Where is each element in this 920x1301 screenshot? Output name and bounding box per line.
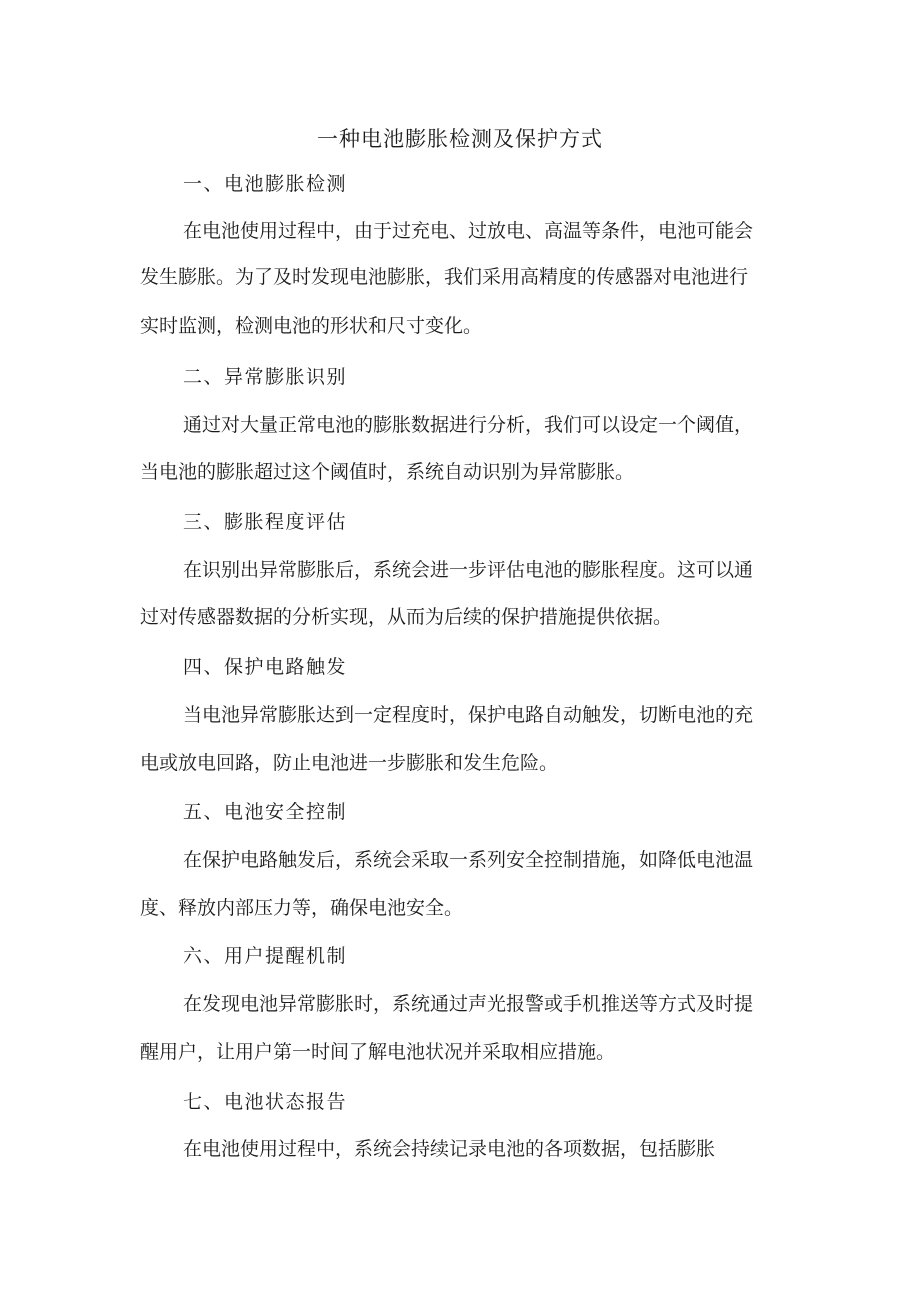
section-heading-5: 五、电池安全控制 bbox=[183, 801, 348, 823]
section-heading-3: 三、膨胀程度评估 bbox=[183, 511, 348, 533]
paragraph-line: 度、释放内部压力等，确保电池安全。 bbox=[140, 897, 464, 919]
paragraph-line: 在电池使用过程中，系统会持续记录电池的各项数据，包括膨胀 bbox=[183, 1138, 716, 1160]
paragraph-line: 在电池使用过程中，由于过充电、过放电、高温等条件，电池可能会 bbox=[183, 220, 754, 242]
paragraph-line: 醒用户，让用户第一时间了解电池状况并采取相应措施。 bbox=[140, 1041, 616, 1063]
section-heading-2: 二、异常膨胀识别 bbox=[183, 366, 348, 388]
paragraph-line: 发生膨胀。为了及时发现电池膨胀，我们采用高精度的传感器对电池进行 bbox=[140, 266, 749, 288]
paragraph-line: 在识别出异常膨胀后，系统会进一步评估电池的膨胀程度。这可以通 bbox=[183, 559, 754, 581]
paragraph-line: 当电池的膨胀超过这个阈值时，系统自动识别为异常膨胀。 bbox=[140, 461, 635, 483]
section-heading-4: 四、保护电路触发 bbox=[183, 656, 348, 678]
paragraph-line: 实时监测，检测电池的形状和尺寸变化。 bbox=[140, 315, 483, 337]
paragraph-line: 电或放电回路，防止电池进一步膨胀和发生危险。 bbox=[140, 752, 559, 774]
section-heading-1: 一、电池膨胀检测 bbox=[183, 173, 348, 195]
section-heading-7: 七、电池状态报告 bbox=[183, 1091, 348, 1113]
paragraph-line: 在发现电池异常膨胀时，系统通过声光报警或手机推送等方式及时提 bbox=[183, 993, 754, 1015]
section-heading-6: 六、用户提醒机制 bbox=[183, 945, 348, 967]
paragraph-line: 通过对大量正常电池的膨胀数据进行分析，我们可以设定一个阈值， bbox=[183, 414, 754, 436]
paragraph-line: 当电池异常膨胀达到一定程度时，保护电路自动触发，切断电池的充 bbox=[183, 704, 754, 726]
document-title: 一种电池膨胀检测及保护方式 bbox=[317, 127, 603, 151]
paragraph-line: 过对传感器数据的分析实现，从而为后续的保护措施提供依据。 bbox=[140, 606, 673, 628]
paragraph-line: 在保护电路触发后，系统会采取一系列安全控制措施，如降低电池温 bbox=[183, 849, 754, 871]
